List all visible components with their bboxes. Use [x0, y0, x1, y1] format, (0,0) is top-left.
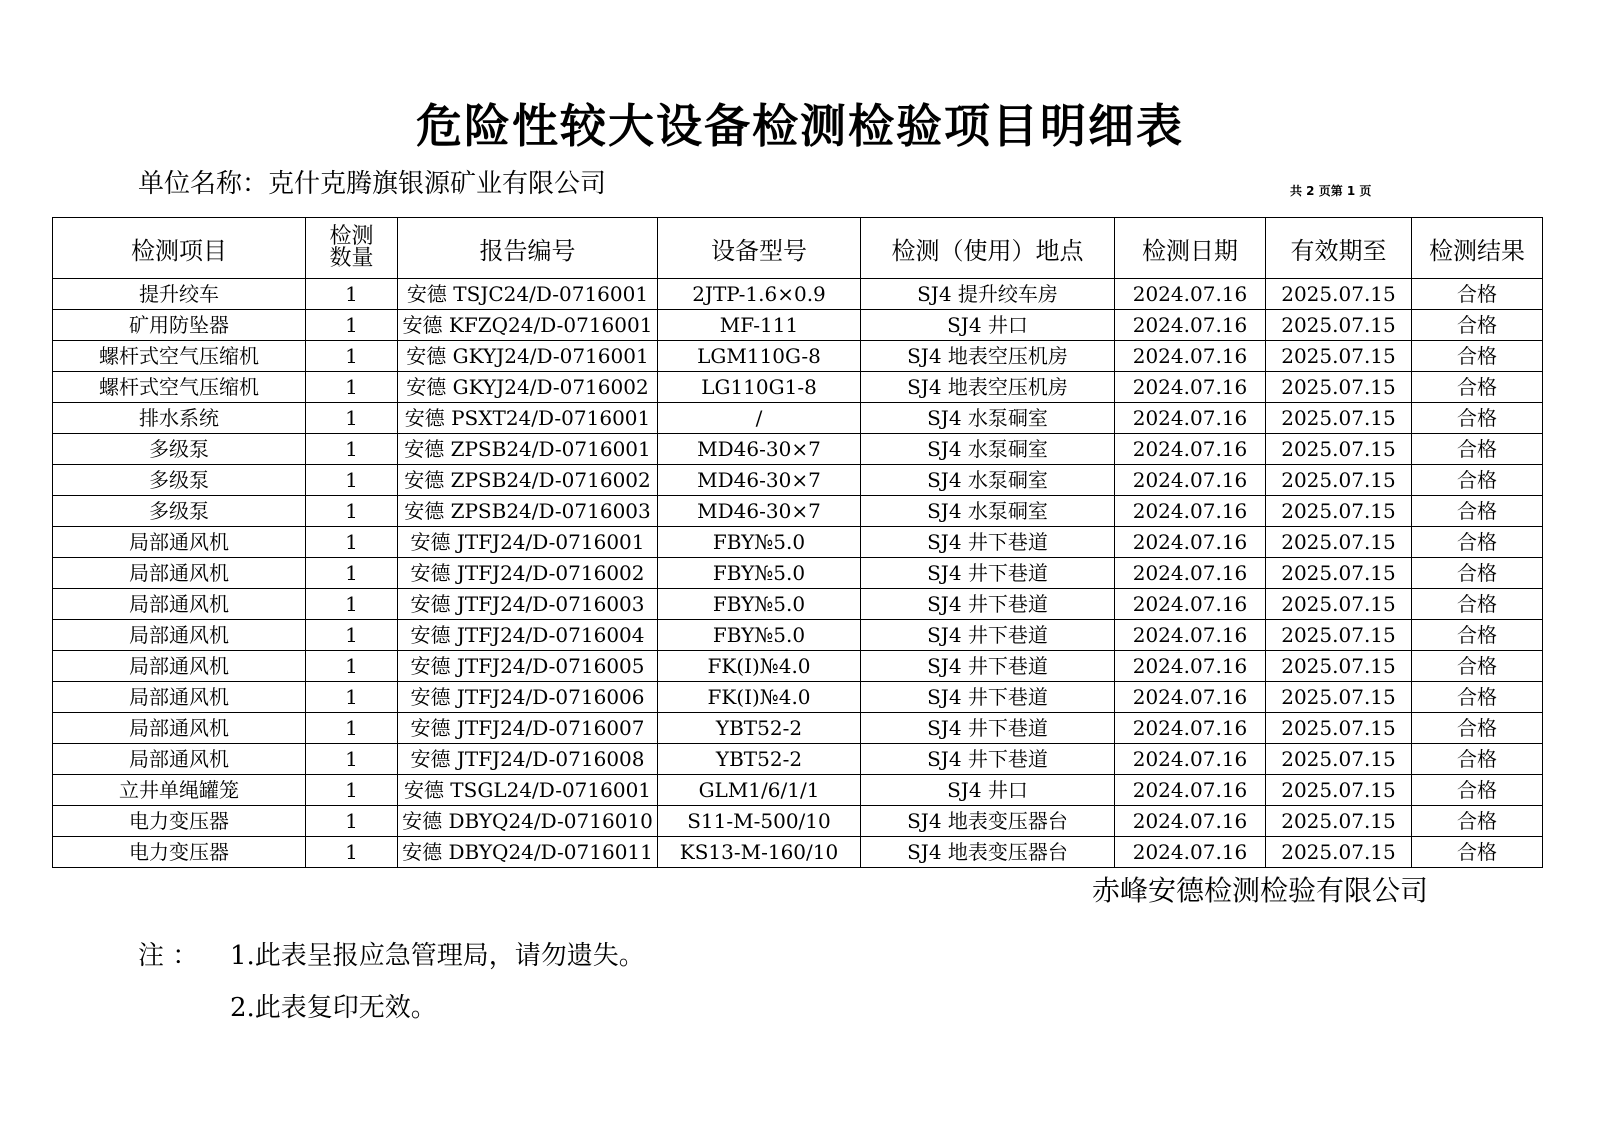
cell-report-no: 安德 GKYJ24/D-0716002 [398, 372, 658, 403]
cell-item: 局部通风机 [53, 713, 306, 744]
table-row [53, 775, 1543, 806]
table-row [53, 682, 1543, 713]
page-count: 共 2 页第 1 页 [1290, 184, 1372, 198]
header-result: 检测结果 [1412, 218, 1543, 279]
cell-test-date: 2024.07.16 [1115, 558, 1266, 589]
cell-valid-until: 2025.07.15 [1266, 465, 1412, 496]
cell-test-date: 2024.07.16 [1115, 682, 1266, 713]
signer-company: 赤峰安德检测检验有限公司 [1092, 874, 1429, 907]
table-row [53, 310, 1543, 341]
cell-location: SJ4 井口 [861, 310, 1115, 341]
cell-valid-until: 2025.07.15 [1266, 496, 1412, 527]
note-row-2 [138, 982, 645, 1034]
cell-report-no: 安德 JTFJ24/D-0716005 [398, 651, 658, 682]
cell-item: 多级泵 [53, 496, 306, 527]
cell-result: 合格 [1412, 279, 1543, 310]
cell-test-date: 2024.07.16 [1115, 279, 1266, 310]
table-row [53, 558, 1543, 589]
document-title: 危险性较大设备检测检验项目明细表 [416, 99, 1184, 153]
table-row [53, 341, 1543, 372]
cell-valid-until: 2025.07.15 [1266, 372, 1412, 403]
table-row [53, 403, 1543, 434]
cell-test-date: 2024.07.16 [1115, 713, 1266, 744]
cell-model: YBT52-2 [658, 713, 861, 744]
header-qty-line2: 数量 [329, 246, 374, 271]
cell-valid-until: 2025.07.15 [1266, 837, 1412, 868]
cell-qty: 1 [306, 465, 398, 496]
table-row [53, 713, 1543, 744]
cell-model: FK(I)№4.0 [658, 682, 861, 713]
cell-item: 电力变压器 [53, 806, 306, 837]
cell-model: FBY№5.0 [658, 620, 861, 651]
cell-location: SJ4 水泵硐室 [861, 465, 1115, 496]
cell-qty: 1 [306, 341, 398, 372]
table-row [53, 589, 1543, 620]
table-row [53, 372, 1543, 403]
cell-location: SJ4 井下巷道 [861, 744, 1115, 775]
cell-model: LG110G1-8 [658, 372, 861, 403]
cell-qty: 1 [306, 434, 398, 465]
cell-valid-until: 2025.07.15 [1266, 279, 1412, 310]
cell-model: FBY№5.0 [658, 527, 861, 558]
cell-location: SJ4 井口 [861, 775, 1115, 806]
cell-test-date: 2024.07.16 [1115, 403, 1266, 434]
unit-line [138, 166, 606, 202]
cell-item: 局部通风机 [53, 558, 306, 589]
cell-result: 合格 [1412, 589, 1543, 620]
cell-location: SJ4 水泵硐室 [861, 434, 1115, 465]
cell-model: LGM110G-8 [658, 341, 861, 372]
cell-item: 电力变压器 [53, 837, 306, 868]
cell-location: SJ4 井下巷道 [861, 620, 1115, 651]
cell-location: SJ4 水泵硐室 [861, 496, 1115, 527]
cell-report-no: 安德 ZPSB24/D-0716002 [398, 465, 658, 496]
cell-valid-until: 2025.07.15 [1266, 620, 1412, 651]
cell-result: 合格 [1412, 310, 1543, 341]
cell-result: 合格 [1412, 682, 1543, 713]
table-row [53, 651, 1543, 682]
cell-qty: 1 [306, 837, 398, 868]
cell-item: 多级泵 [53, 465, 306, 496]
cell-qty: 1 [306, 403, 398, 434]
cell-location: SJ4 井下巷道 [861, 558, 1115, 589]
header-test-date: 检测日期 [1115, 218, 1266, 279]
cell-qty: 1 [306, 651, 398, 682]
header-location: 检测（使用）地点 [861, 218, 1115, 279]
cell-report-no: 安德 JTFJ24/D-0716001 [398, 527, 658, 558]
cell-qty: 1 [306, 372, 398, 403]
table-header-row [53, 218, 1543, 279]
cell-result: 合格 [1412, 775, 1543, 806]
cell-model: S11-M-500/10 [658, 806, 861, 837]
cell-result: 合格 [1412, 403, 1543, 434]
cell-test-date: 2024.07.16 [1115, 434, 1266, 465]
cell-model: KS13-M-160/10 [658, 837, 861, 868]
cell-model: FBY№5.0 [658, 558, 861, 589]
cell-report-no: 安德 GKYJ24/D-0716001 [398, 341, 658, 372]
cell-item: 局部通风机 [53, 651, 306, 682]
unit-name: 克什克腾旗银源矿业有限公司 [268, 169, 607, 199]
cell-result: 合格 [1412, 837, 1543, 868]
cell-valid-until: 2025.07.15 [1266, 341, 1412, 372]
cell-report-no: 安德 JTFJ24/D-0716003 [398, 589, 658, 620]
cell-result: 合格 [1412, 434, 1543, 465]
cell-location: SJ4 井下巷道 [861, 589, 1115, 620]
cell-qty: 1 [306, 775, 398, 806]
cell-valid-until: 2025.07.15 [1266, 403, 1412, 434]
header-qty [306, 218, 398, 279]
cell-test-date: 2024.07.16 [1115, 465, 1266, 496]
cell-test-date: 2024.07.16 [1115, 496, 1266, 527]
table-body [53, 279, 1543, 868]
cell-result: 合格 [1412, 372, 1543, 403]
cell-report-no: 安德 JTFJ24/D-0716002 [398, 558, 658, 589]
cell-report-no: 安德 JTFJ24/D-0716004 [398, 620, 658, 651]
cell-valid-until: 2025.07.15 [1266, 713, 1412, 744]
cell-location: SJ4 地表空压机房 [861, 341, 1115, 372]
note-item: 2.此表复印无效。 [230, 993, 437, 1023]
cell-test-date: 2024.07.16 [1115, 837, 1266, 868]
cell-valid-until: 2025.07.15 [1266, 651, 1412, 682]
cell-model: GLM1/6/1/1 [658, 775, 861, 806]
cell-item: 提升绞车 [53, 279, 306, 310]
cell-item: 螺杆式空气压缩机 [53, 341, 306, 372]
cell-valid-until: 2025.07.15 [1266, 589, 1412, 620]
cell-location: SJ4 地表变压器台 [861, 806, 1115, 837]
cell-result: 合格 [1412, 465, 1543, 496]
cell-item: 局部通风机 [53, 682, 306, 713]
header-model: 设备型号 [658, 218, 861, 279]
cell-report-no: 安德 DBYQ24/D-0716011 [398, 837, 658, 868]
cell-result: 合格 [1412, 496, 1543, 527]
cell-qty: 1 [306, 713, 398, 744]
cell-result: 合格 [1412, 341, 1543, 372]
cell-report-no: 安德 TSJC24/D-0716001 [398, 279, 658, 310]
cell-location: SJ4 提升绞车房 [861, 279, 1115, 310]
cell-test-date: 2024.07.16 [1115, 589, 1266, 620]
cell-location: SJ4 水泵硐室 [861, 403, 1115, 434]
note-item: 1.此表呈报应急管理局，请勿遗失。 [230, 941, 645, 971]
cell-valid-until: 2025.07.15 [1266, 682, 1412, 713]
cell-valid-until: 2025.07.15 [1266, 806, 1412, 837]
cell-model: MD46-30×7 [658, 496, 861, 527]
cell-test-date: 2024.07.16 [1115, 744, 1266, 775]
cell-model: FK(I)№4.0 [658, 651, 861, 682]
cell-test-date: 2024.07.16 [1115, 775, 1266, 806]
table-row [53, 434, 1543, 465]
table-row [53, 837, 1543, 868]
table-row [53, 806, 1543, 837]
cell-item: 矿用防坠器 [53, 310, 306, 341]
cell-result: 合格 [1412, 806, 1543, 837]
cell-location: SJ4 井下巷道 [861, 651, 1115, 682]
cell-item: 局部通风机 [53, 620, 306, 651]
cell-result: 合格 [1412, 558, 1543, 589]
cell-qty: 1 [306, 279, 398, 310]
cell-report-no: 安德 TSGL24/D-0716001 [398, 775, 658, 806]
cell-report-no: 安德 DBYQ24/D-0716010 [398, 806, 658, 837]
table-row [53, 465, 1543, 496]
cell-qty: 1 [306, 744, 398, 775]
cell-model: 2JTP-1.6×0.9 [658, 279, 861, 310]
cell-report-no: 安德 ZPSB24/D-0716001 [398, 434, 658, 465]
cell-qty: 1 [306, 310, 398, 341]
cell-valid-until: 2025.07.15 [1266, 775, 1412, 806]
cell-item: 排水系统 [53, 403, 306, 434]
cell-report-no: 安德 KFZQ24/D-0716001 [398, 310, 658, 341]
cell-item: 局部通风机 [53, 527, 306, 558]
cell-result: 合格 [1412, 527, 1543, 558]
cell-result: 合格 [1412, 651, 1543, 682]
cell-valid-until: 2025.07.15 [1266, 310, 1412, 341]
cell-report-no: 安德 ZPSB24/D-0716003 [398, 496, 658, 527]
inspection-table [52, 217, 1543, 868]
header-valid-until: 有效期至 [1266, 218, 1412, 279]
header-item: 检测项目 [53, 218, 306, 279]
unit-label: 单位名称： [138, 169, 269, 199]
cell-model: / [658, 403, 861, 434]
cell-report-no: 安德 JTFJ24/D-0716006 [398, 682, 658, 713]
cell-report-no: 安德 JTFJ24/D-0716008 [398, 744, 658, 775]
header-report-no: 报告编号 [398, 218, 658, 279]
cell-item: 螺杆式空气压缩机 [53, 372, 306, 403]
cell-report-no: 安德 JTFJ24/D-0716007 [398, 713, 658, 744]
cell-item: 局部通风机 [53, 744, 306, 775]
cell-qty: 1 [306, 620, 398, 651]
cell-test-date: 2024.07.16 [1115, 372, 1266, 403]
cell-valid-until: 2025.07.15 [1266, 527, 1412, 558]
table-row [53, 744, 1543, 775]
header-qty-line1: 检测 [329, 224, 374, 249]
cell-location: SJ4 井下巷道 [861, 527, 1115, 558]
cell-result: 合格 [1412, 713, 1543, 744]
cell-qty: 1 [306, 496, 398, 527]
note-row-1 [138, 930, 645, 982]
cell-location: SJ4 井下巷道 [861, 713, 1115, 744]
cell-location: SJ4 井下巷道 [861, 682, 1115, 713]
cell-model: MD46-30×7 [658, 465, 861, 496]
cell-location: SJ4 地表空压机房 [861, 372, 1115, 403]
cell-model: MD46-30×7 [658, 434, 861, 465]
cell-report-no: 安德 PSXT24/D-0716001 [398, 403, 658, 434]
cell-qty: 1 [306, 558, 398, 589]
cell-valid-until: 2025.07.15 [1266, 558, 1412, 589]
cell-test-date: 2024.07.16 [1115, 620, 1266, 651]
cell-item: 局部通风机 [53, 589, 306, 620]
cell-test-date: 2024.07.16 [1115, 310, 1266, 341]
table-row [53, 527, 1543, 558]
cell-model: MF-111 [658, 310, 861, 341]
cell-result: 合格 [1412, 620, 1543, 651]
cell-qty: 1 [306, 527, 398, 558]
cell-valid-until: 2025.07.15 [1266, 434, 1412, 465]
cell-test-date: 2024.07.16 [1115, 651, 1266, 682]
cell-test-date: 2024.07.16 [1115, 806, 1266, 837]
cell-qty: 1 [306, 589, 398, 620]
cell-test-date: 2024.07.16 [1115, 527, 1266, 558]
table-row [53, 620, 1543, 651]
table-row [53, 496, 1543, 527]
cell-valid-until: 2025.07.15 [1266, 744, 1412, 775]
table-row [53, 279, 1543, 310]
cell-qty: 1 [306, 682, 398, 713]
cell-result: 合格 [1412, 744, 1543, 775]
notes-label: 注 ： [138, 941, 199, 971]
cell-model: FBY№5.0 [658, 589, 861, 620]
cell-qty: 1 [306, 806, 398, 837]
cell-item: 立井单绳罐笼 [53, 775, 306, 806]
cell-item: 多级泵 [53, 434, 306, 465]
notes [138, 930, 645, 1034]
cell-model: YBT52-2 [658, 744, 861, 775]
cell-location: SJ4 地表变压器台 [861, 837, 1115, 868]
cell-test-date: 2024.07.16 [1115, 341, 1266, 372]
